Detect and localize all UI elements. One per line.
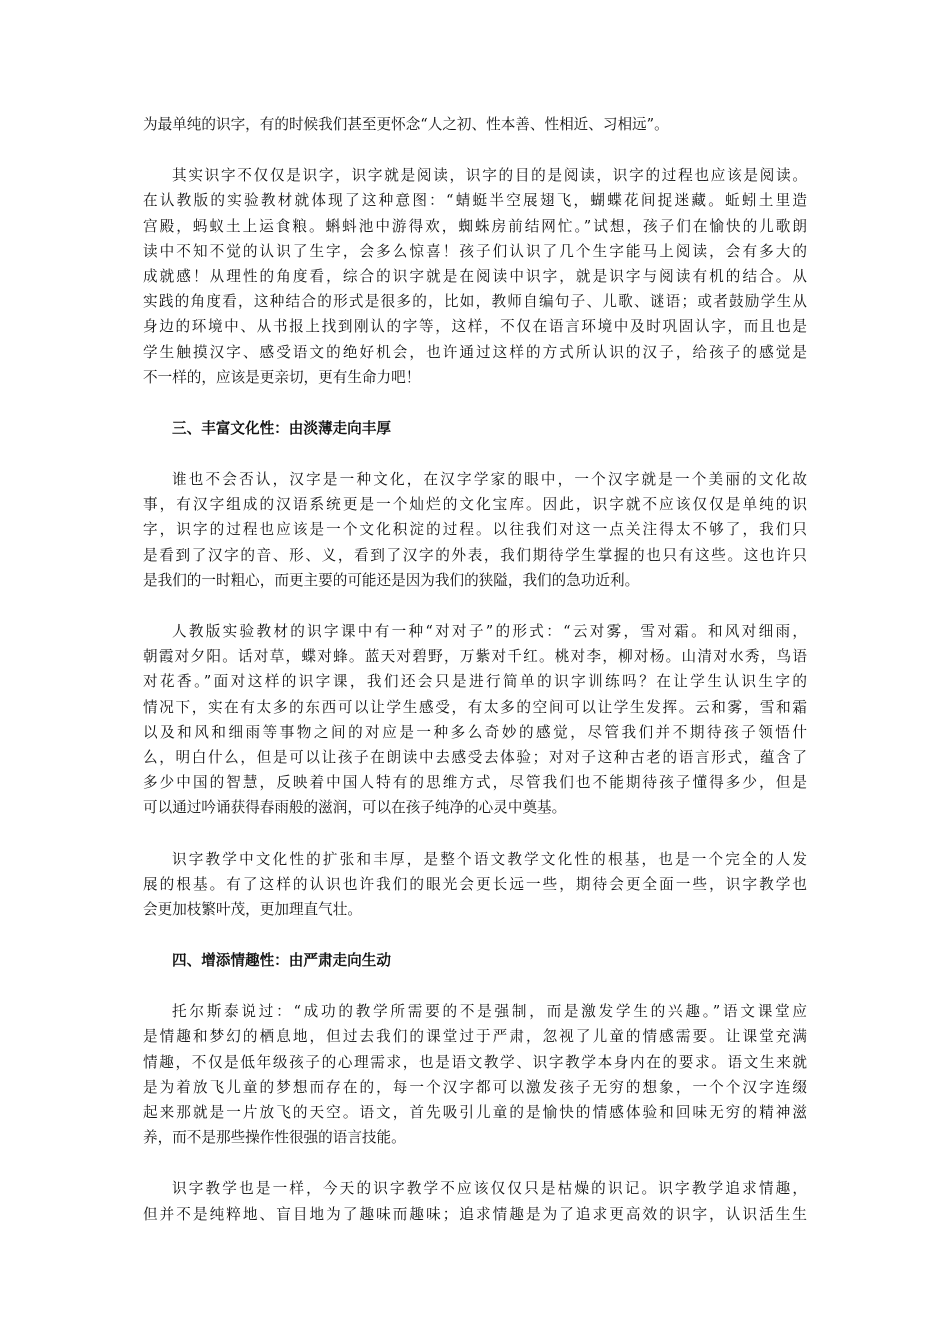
text-line: 情况下，实在有太多的东西可以让学生感受，有太多的空间可以让学生发挥。云和雾，雪和霜: [143, 698, 807, 716]
text-line: 为最单纯的识字，有的时候我们甚至更怀念“人之初、性本善、性相近、习相远”。: [143, 116, 669, 133]
text-line: 可以通过吟诵获得春雨般的滋润，可以在孩子纯净的心灵中奠基。: [143, 799, 567, 817]
paragraph-culture-intro: [143, 467, 807, 593]
text-line: 展的根基。有了这样的认识也许我们的眼光会更长远一些，期待会更全面一些，识字教学也: [143, 875, 807, 893]
text-line: 宫殿，蚂蚁土上运食粮。蝌蚪池中游得欢，蜘蛛房前结网忙。”试想，孩子们在愉快的儿歌朗: [143, 217, 807, 235]
text-line: 成就感！从理性的角度看，综合的识字就是在阅读中识字，就是识字与阅读有机的结合。从: [143, 267, 807, 285]
document-page: [143, 112, 807, 1253]
text-line: 读中不知不觉的认识了生字，会多么惊喜！孩子们认识了几个生字能马上阅读，会有多大的: [143, 242, 807, 260]
paragraph-literacy-interest: [143, 1176, 807, 1226]
text-line: 身边的环境中、从书报上找到刚认的字等，这样，不仅在语言环境中及时巩固认字，而且也是: [143, 318, 807, 336]
section-heading-culture: 三、丰富文化性：由淡薄走向丰厚: [172, 419, 391, 437]
text-line: 但并不是纯粹地、盲目地为了趣味而趣味；追求情趣是为了追求更高效的识字，认识活生生: [143, 1205, 807, 1223]
text-line: 托尔斯泰说过：“成功的教学所需要的不是强制，而是激发学生的兴趣。”语文课堂应: [172, 1003, 807, 1021]
paragraph-culture-foundation: [143, 847, 807, 923]
text-line: 是情趣和梦幻的栖息地，但过去我们的课堂过于严肃，忽视了儿童的情感需要。让课堂充满: [143, 1028, 807, 1046]
paragraph-literacy-reading: [143, 163, 807, 390]
text-line: 以及和风和细雨等事物之间的对应是一种多么奇妙的感觉，尽管我们并不期待孩子领悟什: [143, 723, 807, 741]
text-line: 字，识字的过程也应该是一个文化积淀的过程。以往我们对这一点关注得太不够了，我们只: [143, 521, 807, 539]
text-line: 是为着放飞儿童的梦想而存在的，每一个汉字都可以激发孩子无穷的想象，一个个汉字连缀: [143, 1078, 807, 1096]
text-line: 识字教学也是一样，今天的识字教学不应该仅仅只是枯燥的识记。识字教学追求情趣，: [172, 1180, 807, 1198]
text-line: 实践的角度看，这种结合的形式是很多的，比如，教师自编句子、儿歌、谜语；或者鼓励学生从: [143, 293, 807, 311]
text-line: 起来那就是一片放飞的天空。语文，首先吸引儿童的是愉快的情感体验和回味无穷的精神滋: [143, 1104, 807, 1122]
text-line: 事，有汉字组成的汉语系统更是一个灿烂的文化宝库。因此，识字就不应该仅仅是单纯的识: [143, 496, 807, 514]
text-line: 朝霞对夕阳。话对草，蝶对蜂。蓝天对碧野，万紫对千红。桃对李，柳对杨。山清对水秀，鸟语: [143, 648, 807, 666]
text-line: 会更加枝繁叶茂，更加理直气壮。: [143, 900, 362, 918]
text-line: 人教版实验教材的识字课中有一种“对对子”的形式：“云对雾，雪对霜。和风对细雨，: [172, 623, 807, 641]
text-line: 么，明白什么，但是可以让孩子在朗读中去感受去体验；对对子这种古老的语言形式，蕴含了: [143, 748, 807, 766]
paragraph-continuation: [143, 112, 807, 137]
text-line: 在认教版的实验教材就体现了这种意图：“蜻蜓半空展翅飞，蝴蝶花间捉迷藏。蚯蚓土里造: [143, 192, 807, 210]
paragraph-couplets: [143, 619, 807, 821]
text-line: 是看到了汉字的音、形、义，看到了汉字的外表，我们期待学生掌握的也只有这些。这也许只: [143, 546, 807, 564]
text-line: 学生触摸汉字、感受语文的绝好机会，也许通过这样的方式所认识的汉子，给孩子的感觉是: [143, 343, 807, 361]
text-line: 识字教学中文化性的扩张和丰厚，是整个语文教学文化性的根基，也是一个完全的人发: [172, 850, 807, 868]
text-line: 不一样的，应该是更亲切，更有生命力吧！: [143, 368, 421, 386]
text-line: 养，而不是那些操作性很强的语言技能。: [143, 1129, 406, 1147]
text-line: 谁也不会否认，汉字是一种文化，在汉字学家的眼中，一个汉字就是一个美丽的文化故: [172, 471, 807, 489]
paragraph-tolstoy: [143, 999, 807, 1150]
text-line: 其实识字不仅仅是识字，识字就是阅读，识字的目的是阅读，识字的过程也应该是阅读。: [172, 167, 807, 185]
text-line: 对花香。”面对这样的识字课，我们还会只是进行简单的识字训练吗？在让学生认识生字的: [143, 673, 807, 691]
text-line: 是我们的一时粗心，而更主要的可能还是因为我们的狭隘，我们的急功近利。: [143, 571, 640, 589]
section-heading-interest: 四、增添情趣性：由严肃走向生动: [172, 952, 391, 970]
text-line: 多少中国的智慧，反映着中国人特有的思维方式，尽管我们也不能期待孩子懂得多少，但是: [143, 774, 807, 792]
text-line: 情趣，不仅是低年级孩子的心理需求，也是语文教学、识字教学本身内在的要求。语文生来就: [143, 1053, 807, 1071]
